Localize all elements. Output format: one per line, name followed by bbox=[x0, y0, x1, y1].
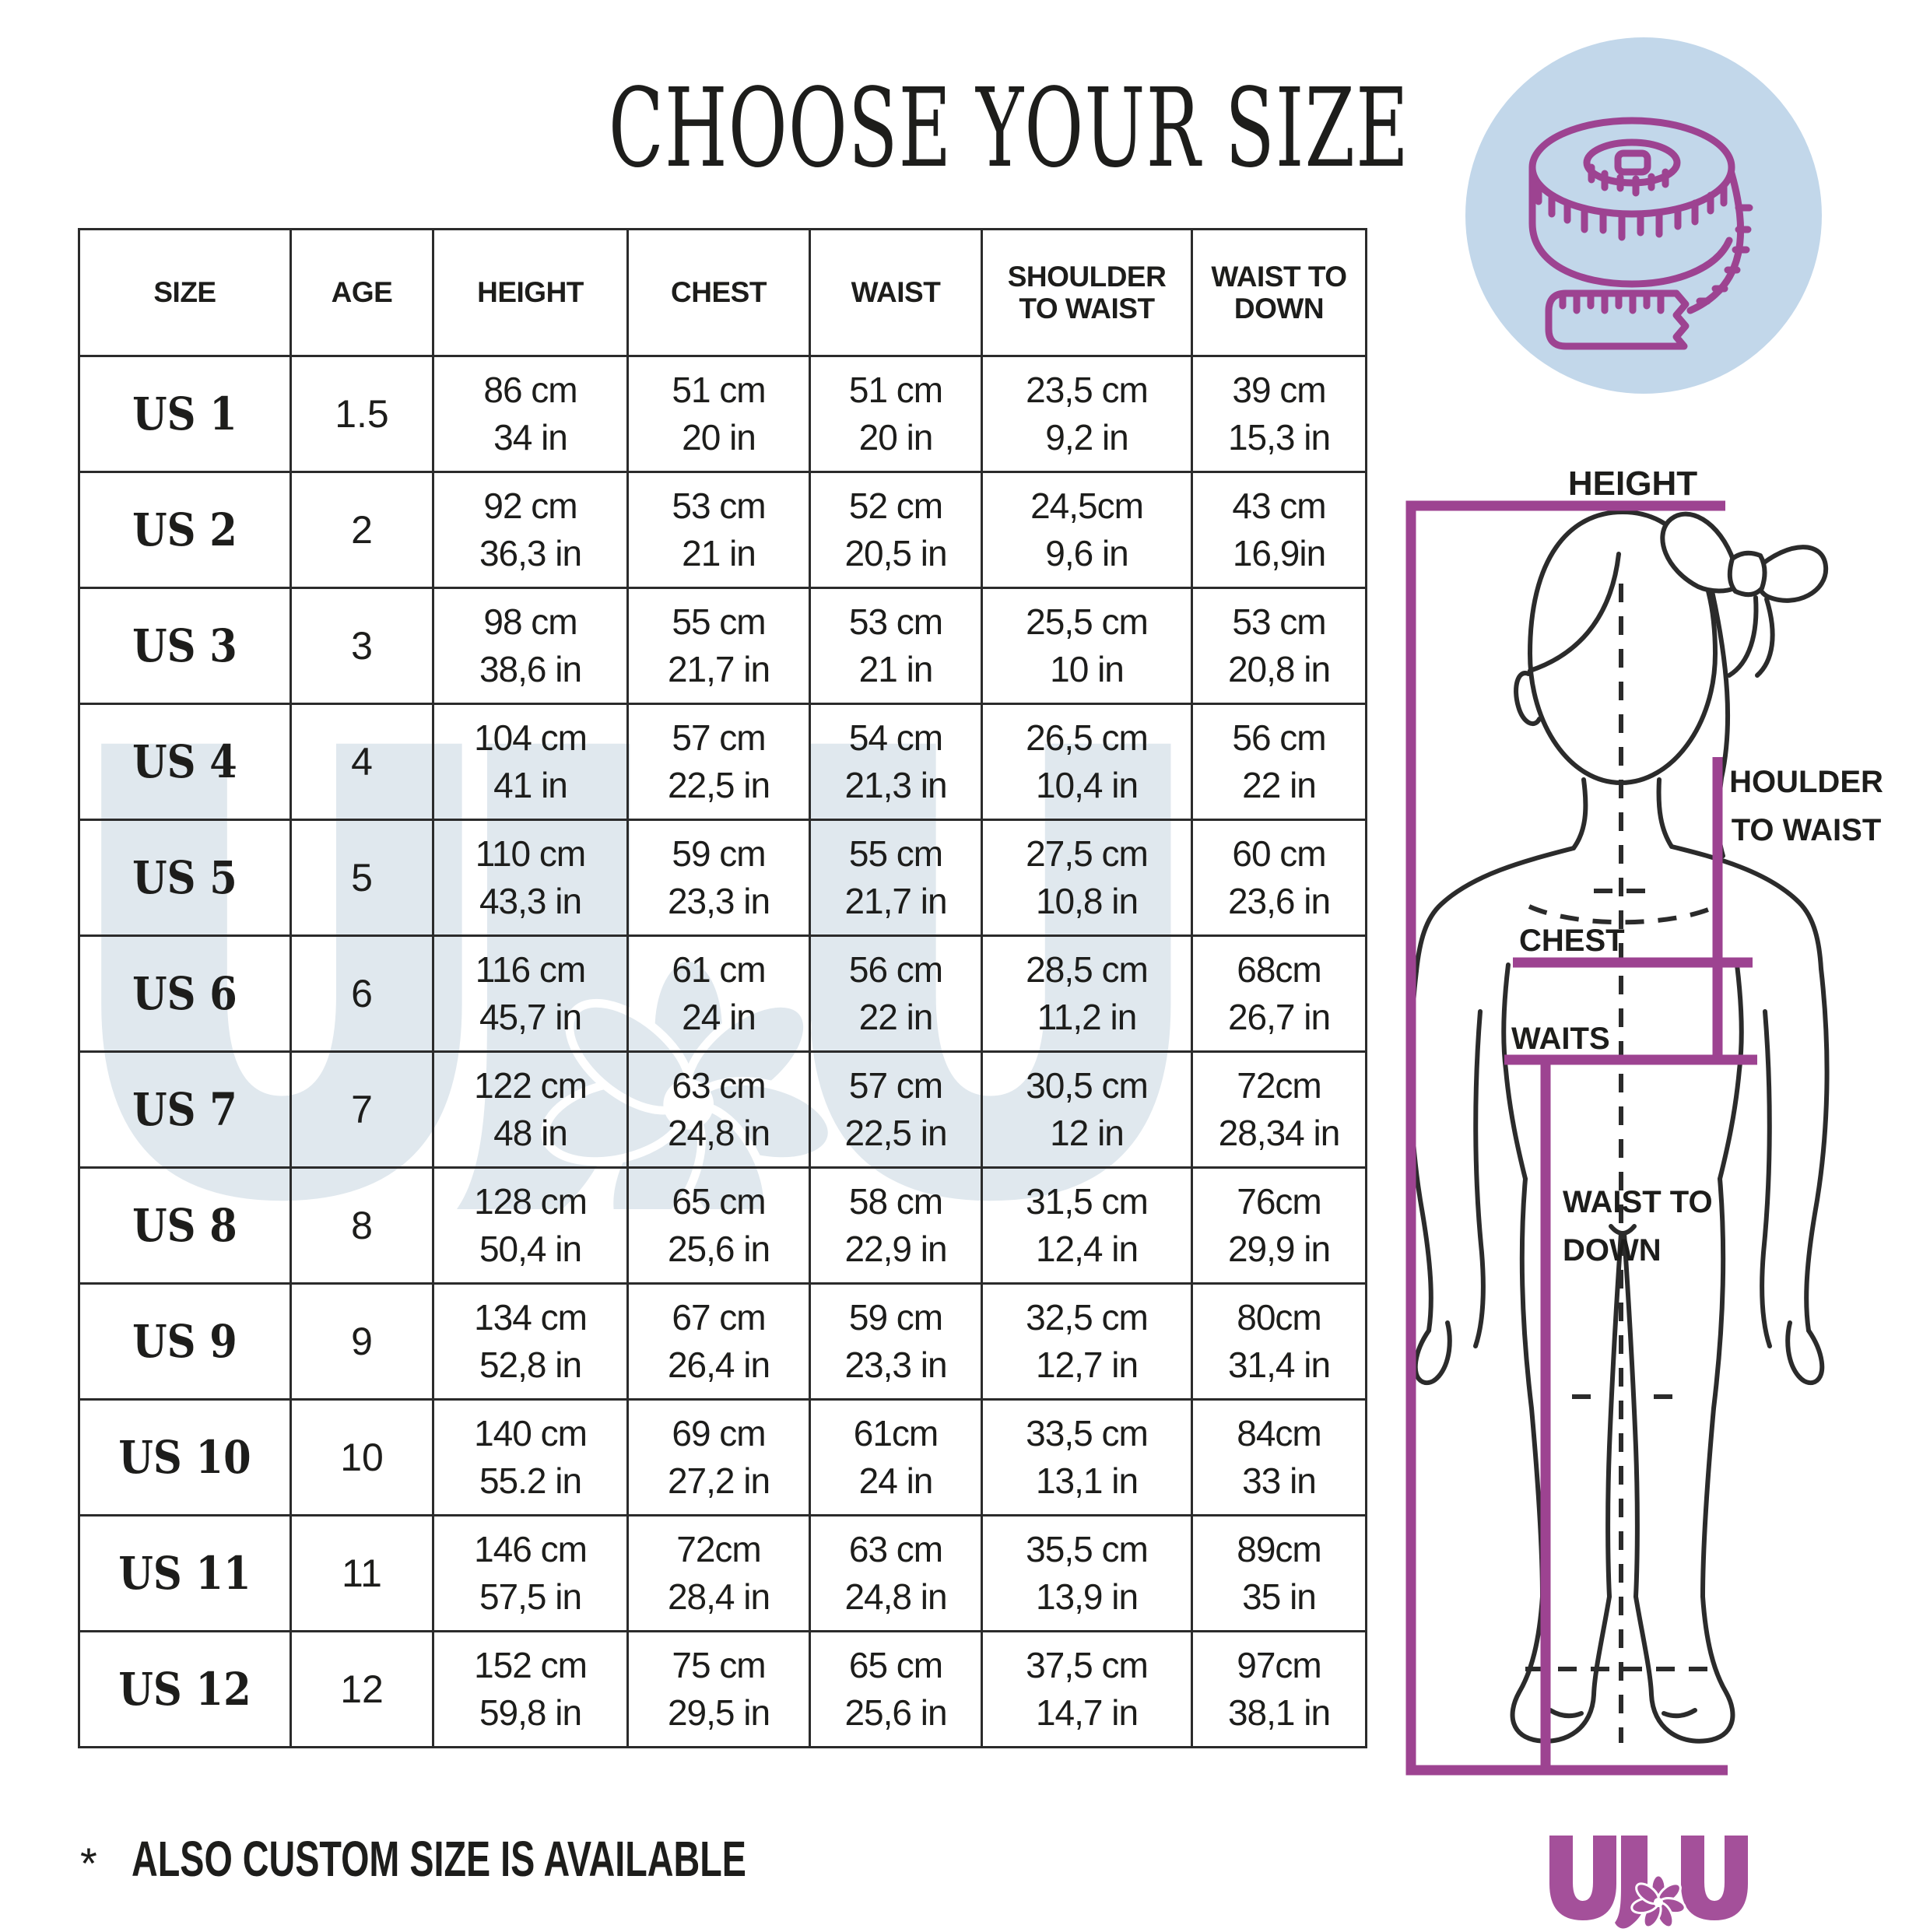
measure-line: 56 cm bbox=[848, 949, 943, 991]
size-cell bbox=[79, 356, 291, 472]
measure-line: 26,4 in bbox=[667, 1345, 770, 1385]
measure-cell bbox=[1192, 704, 1367, 820]
measure-cell bbox=[982, 1168, 1192, 1284]
measure-cell bbox=[810, 704, 982, 820]
measure-line: 43,3 in bbox=[479, 881, 582, 921]
measure-line: 68cm bbox=[1237, 949, 1321, 991]
measure-cell bbox=[1192, 1400, 1367, 1516]
age-label: 5 bbox=[351, 856, 373, 899]
age-label: 10 bbox=[340, 1436, 384, 1479]
size-cell bbox=[79, 1052, 291, 1168]
measure-cell bbox=[433, 1516, 628, 1632]
age-cell bbox=[291, 1400, 433, 1516]
measure-cell bbox=[982, 1516, 1192, 1632]
figure-label-shoulder-1: HOULDER bbox=[1729, 765, 1883, 799]
measure-line: 38,6 in bbox=[479, 649, 582, 689]
measure-line: 134 cm bbox=[474, 1297, 587, 1338]
measure-line: 23,6 in bbox=[1227, 881, 1331, 921]
measure-line: 38,1 in bbox=[1227, 1692, 1331, 1733]
measure-line: 22 in bbox=[1242, 765, 1316, 805]
measure-line: 12 in bbox=[1050, 1113, 1124, 1153]
measure-line: 33 in bbox=[1242, 1460, 1316, 1501]
measure-cell bbox=[810, 472, 982, 588]
age-cell bbox=[291, 1516, 433, 1632]
measure-line: 34 in bbox=[493, 417, 567, 458]
measure-cell bbox=[628, 936, 810, 1052]
size-cell bbox=[79, 704, 291, 820]
measure-line: 9,6 in bbox=[1045, 533, 1128, 573]
measure-line: 29,9 in bbox=[1227, 1229, 1331, 1269]
measure-line: 22 in bbox=[858, 997, 933, 1037]
size-label: US 10 bbox=[118, 1431, 251, 1484]
measure-line: 24,5cm bbox=[1030, 486, 1143, 527]
measure-line: 25,6 in bbox=[667, 1229, 770, 1269]
age-cell bbox=[291, 820, 433, 936]
logo-flower-icon bbox=[1630, 1875, 1686, 1930]
measure-line: 13,9 in bbox=[1035, 1576, 1139, 1617]
measure-line: 152 cm bbox=[474, 1645, 587, 1686]
measure-cell bbox=[810, 1284, 982, 1400]
measure-line: 12,7 in bbox=[1035, 1345, 1139, 1385]
measure-line: 57,5 in bbox=[479, 1576, 582, 1617]
age-label: 2 bbox=[351, 508, 373, 552]
size-cell bbox=[79, 472, 291, 588]
measure-line: 10,4 in bbox=[1035, 765, 1139, 805]
measure-line: 11,2 in bbox=[1037, 997, 1137, 1037]
figure-label-shoulder-2: TO WAIST bbox=[1731, 813, 1882, 847]
measure-line: 59 cm bbox=[848, 1297, 943, 1338]
measure-line: 53 cm bbox=[1232, 601, 1326, 643]
measure-line: 61cm bbox=[853, 1413, 939, 1454]
table-row bbox=[79, 356, 1367, 472]
size-label: US 11 bbox=[118, 1547, 251, 1600]
measure-cell bbox=[1192, 1168, 1367, 1284]
measure-line: 55.2 in bbox=[479, 1460, 582, 1501]
size-label: US 9 bbox=[132, 1315, 237, 1368]
measure-cell bbox=[1192, 936, 1367, 1052]
measure-line: 14,7 in bbox=[1035, 1692, 1139, 1733]
measure-line: 20 in bbox=[858, 417, 933, 458]
table-row bbox=[79, 1632, 1367, 1748]
size-table-header bbox=[79, 230, 1367, 356]
measure-line: 98 cm bbox=[483, 601, 577, 643]
measure-cell bbox=[982, 1400, 1192, 1516]
measure-cell bbox=[810, 1632, 982, 1748]
size-label: US 12 bbox=[118, 1663, 251, 1716]
measure-line: 22,9 in bbox=[844, 1229, 947, 1269]
age-cell bbox=[291, 356, 433, 472]
table-row bbox=[79, 1168, 1367, 1284]
measure-line: 13,1 in bbox=[1035, 1460, 1139, 1501]
measure-cell bbox=[982, 1632, 1192, 1748]
measure-line: 50,4 in bbox=[479, 1229, 582, 1269]
measure-cell bbox=[982, 1284, 1192, 1400]
asterisk: * bbox=[80, 1839, 97, 1888]
measure-cell bbox=[433, 356, 628, 472]
measure-cell bbox=[1192, 356, 1367, 472]
size-label: US 4 bbox=[132, 735, 237, 788]
measure-line: 52,8 in bbox=[479, 1345, 582, 1385]
measure-cell bbox=[628, 1516, 810, 1632]
age-label: 7 bbox=[351, 1088, 373, 1131]
age-label: 12 bbox=[340, 1667, 384, 1711]
measure-line: 72cm bbox=[1237, 1065, 1321, 1106]
tape-measure-icon bbox=[1465, 37, 1823, 394]
measure-line: 36,3 in bbox=[479, 533, 582, 573]
measure-line: 15,3 in bbox=[1227, 417, 1331, 458]
measure-cell bbox=[810, 936, 982, 1052]
size-cell bbox=[79, 1632, 291, 1748]
size-cell bbox=[79, 1400, 291, 1516]
measure-line: 45,7 in bbox=[479, 997, 582, 1037]
measure-line: 26,5 cm bbox=[1026, 717, 1148, 759]
size-label: US 6 bbox=[132, 967, 237, 1020]
figure-label-height: HEIGHT bbox=[1567, 467, 1698, 503]
table-row bbox=[79, 1284, 1367, 1400]
measure-cell bbox=[810, 1516, 982, 1632]
measure-cell bbox=[628, 1168, 810, 1284]
header-cell: WAIST TO DOWN bbox=[1192, 230, 1367, 356]
measure-line: 72cm bbox=[676, 1529, 761, 1570]
measure-line: 146 cm bbox=[474, 1529, 587, 1570]
measure-cell bbox=[982, 356, 1192, 472]
measure-line: 63 cm bbox=[848, 1529, 943, 1570]
measure-cell bbox=[810, 1168, 982, 1284]
measure-line: 57 cm bbox=[848, 1065, 943, 1106]
page-title: CHOOSE YOUR SIZE bbox=[609, 65, 1410, 192]
measure-line: 59,8 in bbox=[479, 1692, 582, 1733]
header-cell: WAIST bbox=[810, 230, 982, 356]
measure-cell bbox=[628, 820, 810, 936]
size-label: US 8 bbox=[132, 1199, 237, 1252]
figure-label-waist-down-2: DOWN bbox=[1563, 1233, 1662, 1268]
measure-cell bbox=[628, 356, 810, 472]
measure-line: 56 cm bbox=[1232, 717, 1326, 759]
measure-line: 28,5 cm bbox=[1026, 949, 1148, 991]
measure-line: 30,5 cm bbox=[1026, 1065, 1148, 1106]
size-cell bbox=[79, 936, 291, 1052]
measure-line: 21 in bbox=[682, 533, 756, 573]
age-label: 11 bbox=[342, 1552, 382, 1595]
measure-cell bbox=[628, 588, 810, 704]
table-row bbox=[79, 820, 1367, 936]
measure-cell bbox=[433, 704, 628, 820]
measure-cell bbox=[810, 820, 982, 936]
measure-cell bbox=[810, 1400, 982, 1516]
age-cell bbox=[291, 588, 433, 704]
header-cell: SHOULDER TO WAIST bbox=[982, 230, 1192, 356]
table-row bbox=[79, 1052, 1367, 1168]
measure-cell bbox=[810, 356, 982, 472]
measure-line: 23,5 cm bbox=[1026, 370, 1148, 411]
measure-line: 67 cm bbox=[672, 1297, 766, 1338]
measure-line: 28,4 in bbox=[667, 1576, 770, 1617]
measure-line: 86 cm bbox=[483, 370, 577, 411]
measure-line: 55 cm bbox=[848, 833, 943, 875]
header-cell: HEIGHT bbox=[433, 230, 628, 356]
table-row bbox=[79, 1516, 1367, 1632]
measure-line: 22,5 in bbox=[844, 1113, 947, 1153]
measure-cell bbox=[628, 1284, 810, 1400]
age-cell bbox=[291, 1168, 433, 1284]
header-cell: CHEST bbox=[628, 230, 810, 356]
age-cell bbox=[291, 1052, 433, 1168]
measure-line: 53 cm bbox=[848, 601, 943, 643]
measure-line: 27,5 cm bbox=[1026, 833, 1148, 875]
measure-line: 37,5 cm bbox=[1026, 1645, 1148, 1686]
size-cell bbox=[79, 1284, 291, 1400]
measure-cell bbox=[628, 704, 810, 820]
size-label: US 5 bbox=[132, 851, 237, 904]
figure-label-chest: CHEST bbox=[1519, 924, 1625, 958]
measure-line: 54 cm bbox=[848, 717, 943, 759]
measure-line: 9,2 in bbox=[1045, 417, 1128, 458]
measure-line: 76cm bbox=[1237, 1181, 1321, 1222]
measure-cell bbox=[628, 472, 810, 588]
size-cell bbox=[79, 1168, 291, 1284]
measure-cell bbox=[1192, 1516, 1367, 1632]
measure-cell bbox=[982, 820, 1192, 936]
measure-line: 92 cm bbox=[483, 486, 577, 527]
measure-line: 116 cm bbox=[475, 949, 586, 991]
age-label: 1.5 bbox=[335, 392, 389, 436]
measure-line: 35,5 cm bbox=[1026, 1529, 1148, 1570]
measure-cell bbox=[433, 1400, 628, 1516]
age-cell bbox=[291, 936, 433, 1052]
measure-cell bbox=[1192, 820, 1367, 936]
measure-line: 16,9in bbox=[1232, 533, 1326, 573]
measure-line: 25,6 in bbox=[844, 1692, 947, 1733]
measure-line: 10,8 in bbox=[1035, 881, 1139, 921]
measure-line: 25,5 cm bbox=[1026, 601, 1148, 643]
measure-line: 29,5 in bbox=[667, 1692, 770, 1733]
size-cell bbox=[79, 820, 291, 936]
measure-line: 84cm bbox=[1237, 1413, 1321, 1454]
size-label: US 7 bbox=[132, 1083, 237, 1136]
table-row bbox=[79, 588, 1367, 704]
measure-line: 21,3 in bbox=[844, 765, 947, 805]
custom-size-note bbox=[80, 1830, 974, 1888]
age-cell bbox=[291, 1284, 433, 1400]
measure-line: 69 cm bbox=[672, 1413, 766, 1454]
size-chart-table bbox=[78, 228, 1367, 1748]
size-cell bbox=[79, 1516, 291, 1632]
measure-cell bbox=[982, 472, 1192, 588]
measure-line: 23,3 in bbox=[844, 1345, 947, 1385]
size-cell bbox=[79, 588, 291, 704]
measure-cell bbox=[810, 588, 982, 704]
measure-line: 122 cm bbox=[474, 1065, 587, 1106]
measure-cell bbox=[628, 1052, 810, 1168]
measure-line: 10 in bbox=[1050, 649, 1124, 689]
measure-cell bbox=[628, 1400, 810, 1516]
custom-size-note-text: ALSO CUSTOM SIZE IS AVAILABLE bbox=[131, 1831, 746, 1887]
measure-line: 27,2 in bbox=[667, 1460, 770, 1501]
measure-line: 65 cm bbox=[672, 1181, 766, 1222]
age-cell bbox=[291, 1632, 433, 1748]
measure-line: 24 in bbox=[858, 1460, 933, 1501]
measure-line: 20 in bbox=[682, 417, 756, 458]
table-row bbox=[79, 704, 1367, 820]
size-table-body bbox=[79, 356, 1367, 1748]
brand-logo bbox=[1549, 1834, 1749, 1932]
measure-line: 12,4 in bbox=[1035, 1229, 1139, 1269]
measure-line: 75 cm bbox=[672, 1645, 766, 1686]
measure-line: 21,7 in bbox=[667, 649, 770, 689]
measure-cell bbox=[1192, 588, 1367, 704]
size-label: US 3 bbox=[132, 619, 237, 672]
measure-cell bbox=[982, 588, 1192, 704]
measure-line: 89cm bbox=[1237, 1529, 1321, 1570]
measure-cell bbox=[1192, 1284, 1367, 1400]
measure-line: 35 in bbox=[1242, 1576, 1316, 1617]
measure-line: 97cm bbox=[1237, 1645, 1321, 1686]
measure-cell bbox=[1192, 1632, 1367, 1748]
age-label: 8 bbox=[351, 1204, 373, 1247]
measure-line: 22,5 in bbox=[667, 765, 770, 805]
measure-line: 110 cm bbox=[475, 833, 586, 875]
measure-line: 140 cm bbox=[474, 1413, 587, 1454]
measure-line: 61 cm bbox=[672, 949, 766, 991]
measure-line: 32,5 cm bbox=[1026, 1297, 1148, 1338]
size-label: US 1 bbox=[132, 387, 237, 440]
measure-cell bbox=[810, 1052, 982, 1168]
measure-line: 58 cm bbox=[848, 1181, 943, 1222]
age-label: 4 bbox=[351, 740, 373, 784]
measure-line: 33,5 cm bbox=[1026, 1413, 1148, 1454]
measurement-figure bbox=[1385, 467, 1930, 1790]
measure-line: 128 cm bbox=[474, 1181, 587, 1222]
measure-line: 21 in bbox=[858, 649, 933, 689]
figure-label-waist: WAITS bbox=[1511, 1022, 1610, 1056]
measure-line: 52 cm bbox=[848, 486, 943, 527]
measure-line: 31,5 cm bbox=[1026, 1181, 1148, 1222]
age-label: 9 bbox=[351, 1320, 373, 1363]
measure-cell bbox=[1192, 472, 1367, 588]
measure-cell bbox=[433, 820, 628, 936]
header-cell: AGE bbox=[291, 230, 433, 356]
measure-line: 104 cm bbox=[474, 717, 587, 759]
header-cell: SIZE bbox=[79, 230, 291, 356]
measure-cell bbox=[982, 936, 1192, 1052]
measure-line: 48 in bbox=[493, 1113, 567, 1153]
measure-cell bbox=[628, 1632, 810, 1748]
measure-line: 23,3 in bbox=[667, 881, 770, 921]
measure-line: 24 in bbox=[682, 997, 756, 1037]
measure-cell bbox=[433, 472, 628, 588]
table-row bbox=[79, 1400, 1367, 1516]
measure-cell bbox=[433, 936, 628, 1052]
measure-cell bbox=[433, 1168, 628, 1284]
measure-line: 55 cm bbox=[672, 601, 766, 643]
figure-label-waist-down-1: WAIST TO bbox=[1563, 1185, 1713, 1219]
measure-line: 57 cm bbox=[672, 717, 766, 759]
measure-line: 51 cm bbox=[848, 370, 943, 411]
age-cell bbox=[291, 472, 433, 588]
table-row bbox=[79, 936, 1367, 1052]
measure-line: 20,5 in bbox=[844, 533, 947, 573]
age-label: 6 bbox=[351, 972, 373, 1015]
measure-line: 65 cm bbox=[848, 1645, 943, 1686]
age-cell bbox=[291, 704, 433, 820]
measure-line: 39 cm bbox=[1232, 370, 1326, 411]
measure-line: 53 cm bbox=[672, 486, 766, 527]
table-row bbox=[79, 472, 1367, 588]
measure-line: 28,34 in bbox=[1218, 1113, 1340, 1153]
measure-cell bbox=[982, 1052, 1192, 1168]
measure-line: 26,7 in bbox=[1227, 997, 1331, 1037]
measure-line: 59 cm bbox=[672, 833, 766, 875]
measure-line: 24,8 in bbox=[667, 1113, 770, 1153]
measure-line: 80cm bbox=[1237, 1297, 1321, 1338]
age-label: 3 bbox=[351, 624, 373, 668]
measure-line: 31,4 in bbox=[1227, 1345, 1331, 1385]
measure-cell bbox=[433, 1632, 628, 1748]
measure-cell bbox=[982, 704, 1192, 820]
measure-cell bbox=[433, 588, 628, 704]
measure-line: 20,8 in bbox=[1227, 649, 1331, 689]
measure-line: 43 cm bbox=[1232, 486, 1326, 527]
measure-cell bbox=[433, 1284, 628, 1400]
measure-line: 60 cm bbox=[1232, 833, 1326, 875]
header-row bbox=[79, 230, 1367, 356]
size-label: US 2 bbox=[132, 503, 237, 556]
measure-cell bbox=[1192, 1052, 1367, 1168]
measure-line: 63 cm bbox=[672, 1065, 766, 1106]
measure-line: 21,7 in bbox=[844, 881, 947, 921]
measure-line: 41 in bbox=[493, 765, 567, 805]
measure-cell bbox=[433, 1052, 628, 1168]
measure-line: 24,8 in bbox=[844, 1576, 947, 1617]
measure-line: 51 cm bbox=[672, 370, 766, 411]
